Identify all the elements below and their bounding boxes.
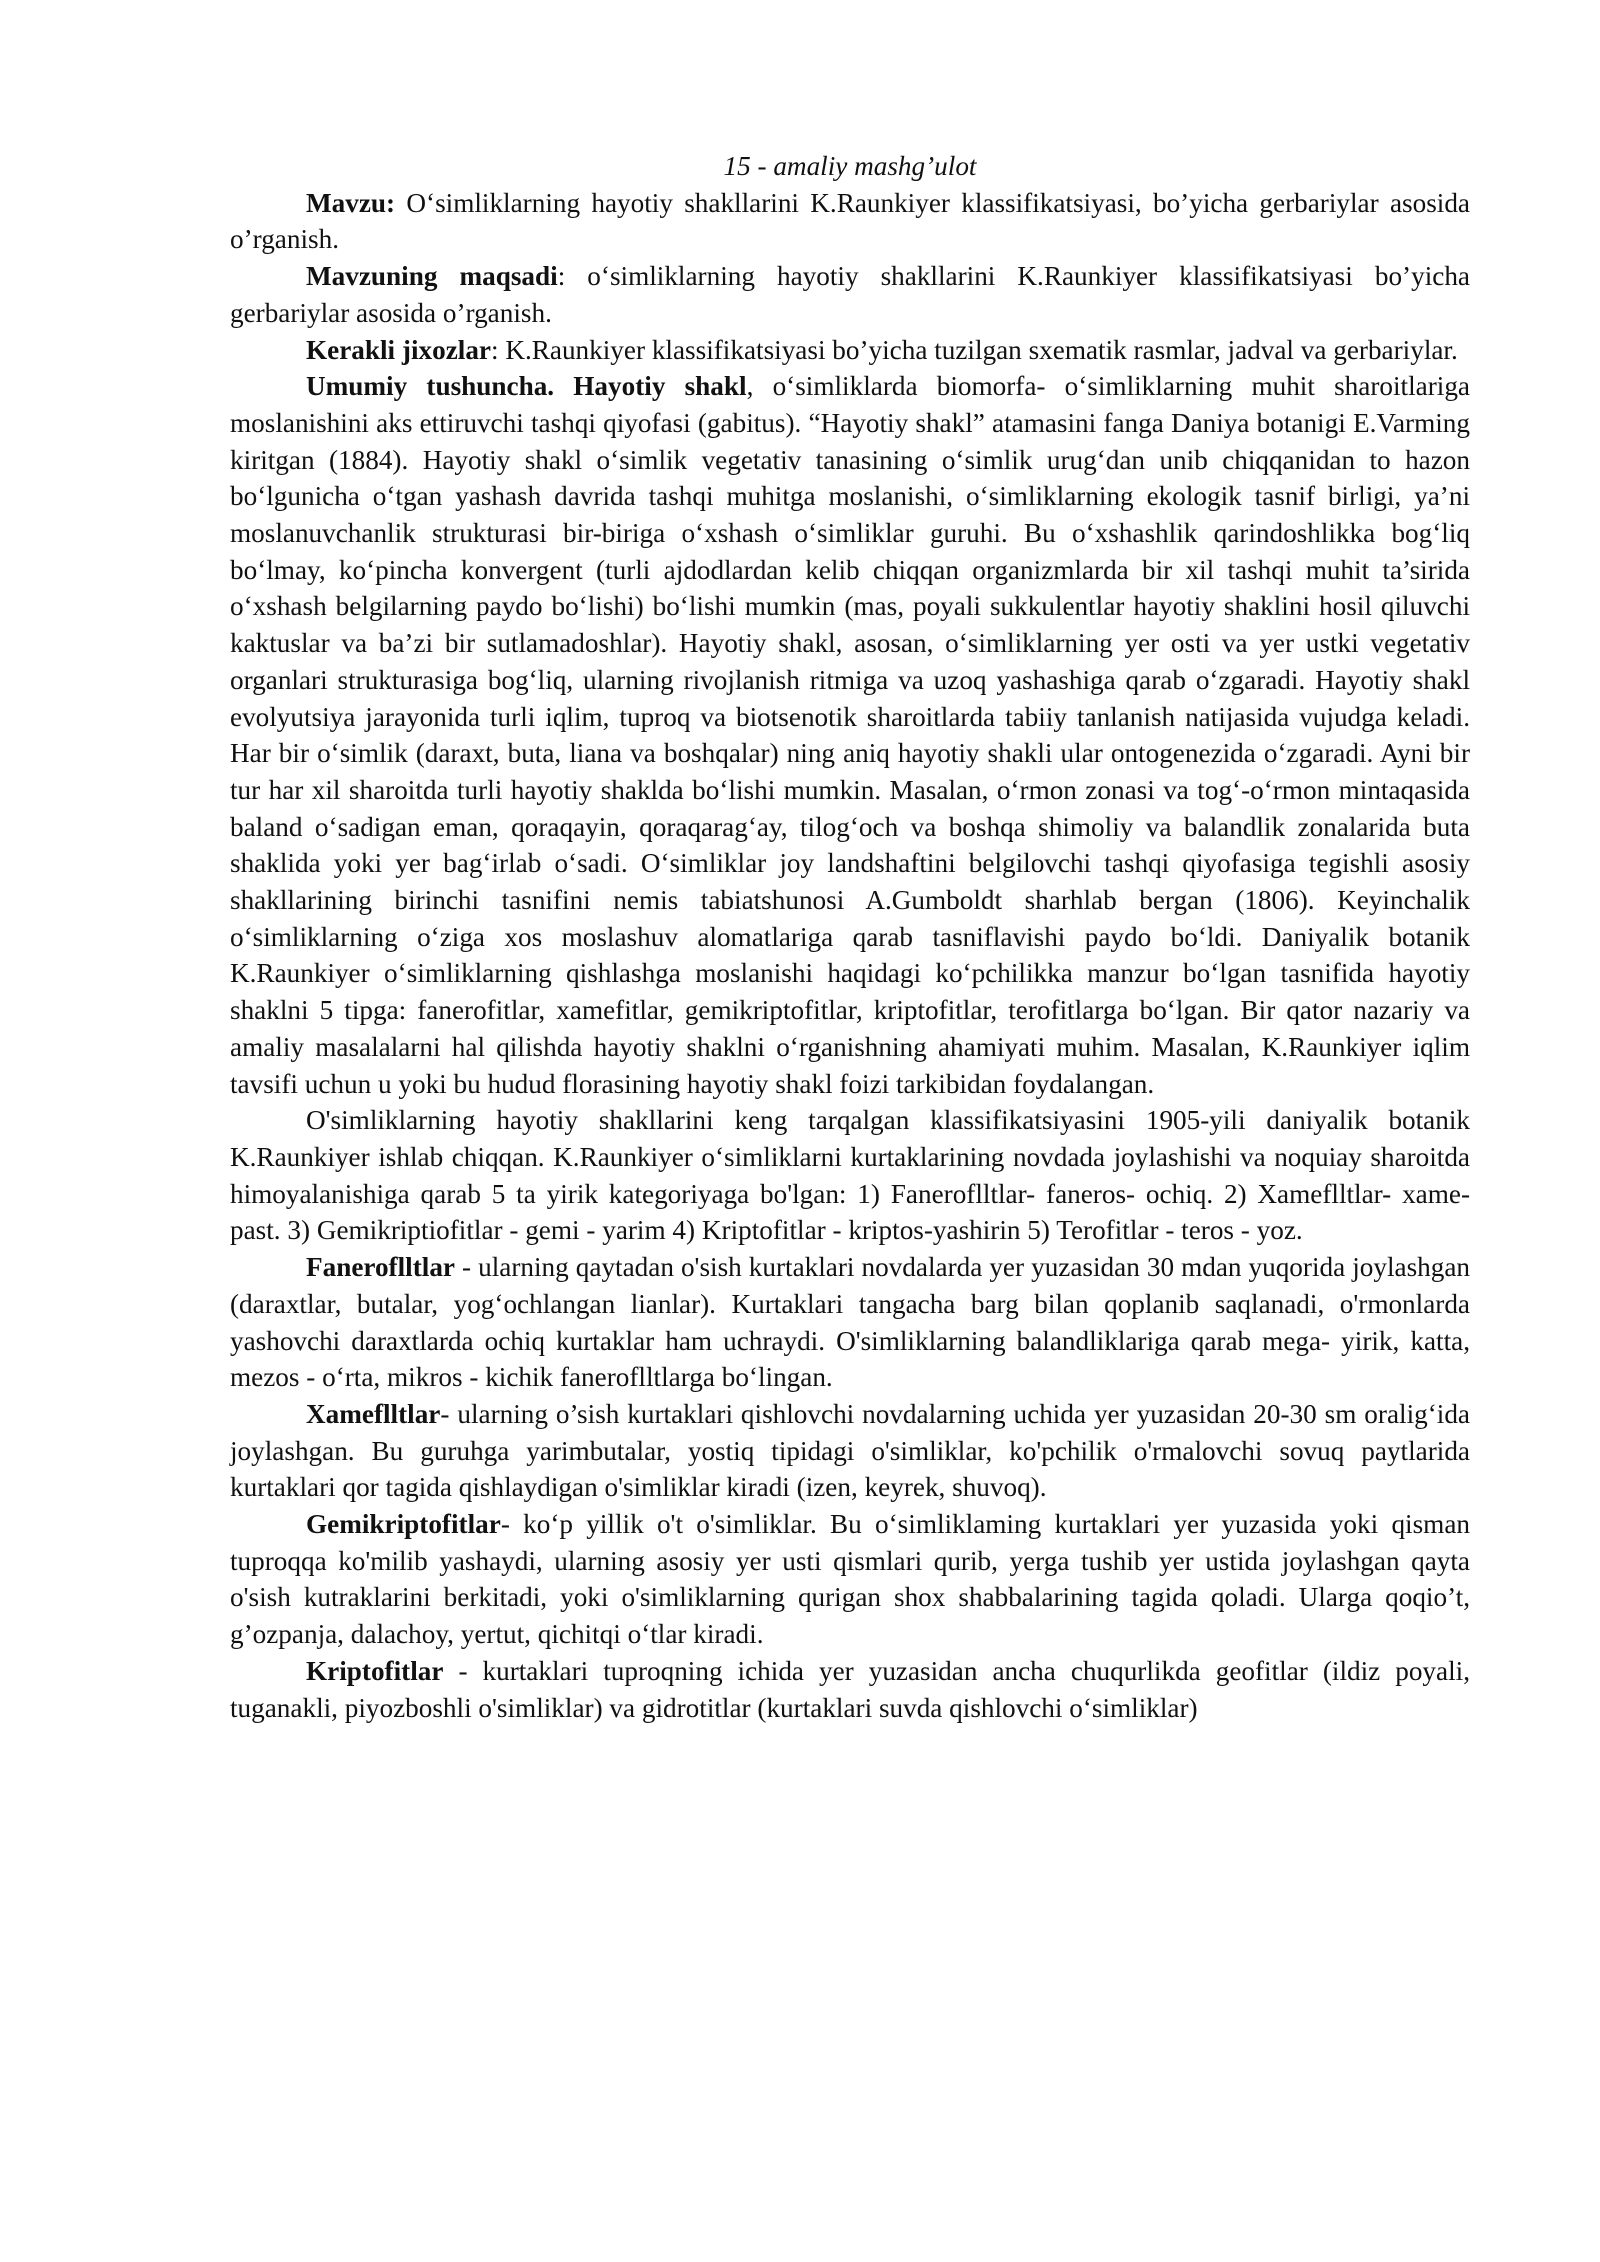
paragraph-topic bbox=[230, 185, 1470, 258]
paragraph-lead: Umumiy tushuncha. Hayotiy shakl bbox=[306, 371, 747, 402]
paragraph-lead: Mavzuning maqsadi bbox=[306, 261, 558, 292]
paragraph-lead: Gemikriptofitlar bbox=[306, 1509, 501, 1540]
paragraph-text: - ularning o’sish kurtaklari qishlovchi novdalarning uchida yer yuzasidan 20-30 sm oralig‘ida joylashgan. Bu guruhga yarimbutalar, yostiq tipidagi o'simliklar, ko'pchilik o'rmalovchi sovuq paytlarida kurtaklari qor tagida qishlaydigan o'simliklar kiradi (izen, keyrek, shuvoq). bbox=[230, 1398, 1470, 1503]
paragraph-lead: Kerakli jixozlar bbox=[306, 334, 491, 365]
paragraph-text: O'simliklarning hayotiy shakllarini keng tarqalgan klassifikatsiyasini 1905-yili daniyalik botanik K.Raunkiyer ishlab chiqqan. K.Raunkiyer o‘simliklarni kurtaklarining novdada joylashishi va noquiay sharoitda himoyalanishiga qarab 5 ta yirik kategoriyaga bo'lgan: 1) Faneroflltlar- faneros- ochiq. 2) Xameflltlar- xame- past. 3) Gemikriptiofitlar - gemi - yarim 4) Kriptofitlar - kriptos-yashirin 5) Terofitlar - teros - yoz. bbox=[230, 1105, 1470, 1246]
paragraph-text: O‘simliklarning hayotiy shakllarini K.Raunkiyer klassifikatsiyasi, bo’yicha gerbariylar asosida o’rganish. bbox=[230, 187, 1470, 255]
paragraph-equipment bbox=[230, 332, 1470, 369]
paragraph-goal bbox=[230, 258, 1470, 331]
paragraph-lead: Xameflltlar bbox=[306, 1398, 441, 1429]
paragraph-lead: Kriptofitlar bbox=[306, 1655, 444, 1686]
paragraph-lead: Faneroflltlar bbox=[306, 1252, 455, 1283]
document-page bbox=[230, 148, 1470, 1726]
paragraph-text: : o‘simliklarning hayotiy shakllarini K.Raunkiyer klassifikatsiyasi bo’yicha gerbariylar asosida o’rganish. bbox=[230, 261, 1470, 328]
page-heading: 15 - amaliy mashg’ulot bbox=[723, 151, 977, 181]
paragraph-lead: Mavzu: bbox=[306, 187, 396, 218]
paragraph-chamaephytes bbox=[230, 1396, 1470, 1506]
paragraph-text: - ularning qaytadan o'sish kurtaklari novdalarda yer yuzasidan 30 mdan yuqorida joylashgan (daraxtlar, butalar, yog‘ochlangan lianlar). Kurtaklari tangacha barg bilan qoplanib saqlanadi, o'rmonlarda yashovchi daraxtlarda ochiq kurtaklar ham uchraydi. O'simliklarning balandliklariga qarab mega- yirik, katta, mezos - o‘rta, mikros - kichik faneroflltlarga bo‘lingan. bbox=[230, 1252, 1470, 1393]
paragraph-text: , o‘simliklarda biomorfa- o‘simliklarning muhit sharoitlariga moslanishini aks ettiruvchi tashqi qiyofasi (gabitus). “Hayotiy shakl” atamasini fanga Daniya botanigi E.Varming kiritgan (1884). Hayotiy shakl o‘simlik vegetativ tanasining o‘simlik urug‘dan unib chiqqanidan to hazon bo‘lgunicha o‘tgan yashash davrida tashqi muhitga moslanishi, o‘simliklarning ekologik tasnif birligi, ya’ni moslanuvchanlik strukturasi bir-biriga o‘xshash o‘simliklar guruhi. Bu o‘xshashlik qarindoshlikka bog‘liq bo‘lmay, ko‘pincha konvergent (turli ajdodlardan kelib chiqqan organizmlarda bir xil tashqi muhit ta’sirida o‘xshash belgilarning paydo bo‘lishi) bo‘lishi mumkin (mas, poyali sukkulentlar hayotiy shaklini hosil qiluvchi kaktuslar va ba’zi bir sutlamadoshlar). Hayotiy shakl, asosan, o‘simliklarning yer osti va yer ustki vegetativ organlari strukturasiga bog‘liq, ularning rivojlanish ritmiga va uzoq yashashiga qarab o‘zgaradi. Hayotiy shakl evolyutsiya jarayonida turli iqlim, tuproq va biotsenotik sharoitlarda tabiiy tanlanish natijasida vujudga keladi. Har bir o‘simlik (daraxt, buta, liana va boshqalar) ning aniq hayotiy shakli ular ontogenezida o‘zgaradi. Ayni bir tur har xil sharoitda turli hayotiy shaklda bo‘lishi mumkin. Masalan, o‘rmon zonasi va tog‘-o‘rmon mintaqasida baland o‘sadigan eman, qoraqayin, qoraqarag‘ay, tilog‘och va boshqa shimoliy va balandlik zonalarida buta shaklida yoki yer bag‘irlab o‘sadi. O‘simliklar joy landshaftini belgilovchi tashqi qiyofasiga tegishli asosiy shakllarining birinchi tasnifini nemis tabiatshunosi A.Gumboldt sharhlab bergan (1806). Keyinchalik o‘simliklarning o‘ziga xos moslashuv alomatlariga qarab tasniflavishi paydo bo‘ldi. Daniyalik botanik K.Raunkiyer o‘simliklarning qishlashga moslanishi haqidagi ko‘pchilikka manzur bo‘lgan tasnifida hayotiy shaklni 5 tipga: fanerofitlar, xamefitlar, gemikriptofitlar, kriptofitlar, terofitlarga bo‘lgan. Bir qator nazariy va amaliy masalalarni hal qilishda hayotiy shaklni o‘rganishning ahamiyati muhim. Masalan, K.Raunkiyer iqlim tavsifi uchun u yoki bu hudud florasining hayotiy shakl foizi tarkibidan foydalangan. bbox=[230, 371, 1470, 1099]
paragraph-text: - kurtaklari tuproqning ichida yer yuzasidan ancha chuqurlikda geofitlar (ildiz poyali, tuganakli, piyozboshli o'simliklar) va gidrotitlar (kurtaklari suvda qishlovchi o‘simliklar) bbox=[230, 1655, 1470, 1723]
paragraph-classification bbox=[230, 1102, 1470, 1249]
paragraph-text: - ko‘p yillik o't o'simliklar. Bu o‘simliklaming kurtaklari yer yuzasida yoki qisman tuproqqa ko'milib yashaydi, ularning asosiy yer usti qismlari qurib, yerga tushib yer ustida joylashgan qayta o'sish kutraklarini berkitadi, yoki o'simliklarning qurigan shox shabbalarining tagida qoladi. Ularga qoqio’t, g’ozpanja, dalachoy, yertut, qichitqi o‘tlar kiradi. bbox=[230, 1509, 1470, 1650]
paragraph-general-concept bbox=[230, 368, 1470, 1102]
paragraph-phanerophytes bbox=[230, 1249, 1470, 1396]
paragraph-cryptophytes bbox=[230, 1653, 1470, 1726]
paragraph-text: : K.Raunkiyer klassifikatsiyasi bo’yicha tuzilgan sxematik rasmlar, jadval va gerbariylar. bbox=[490, 334, 1458, 365]
paragraph-hemicryptophytes bbox=[230, 1506, 1470, 1653]
